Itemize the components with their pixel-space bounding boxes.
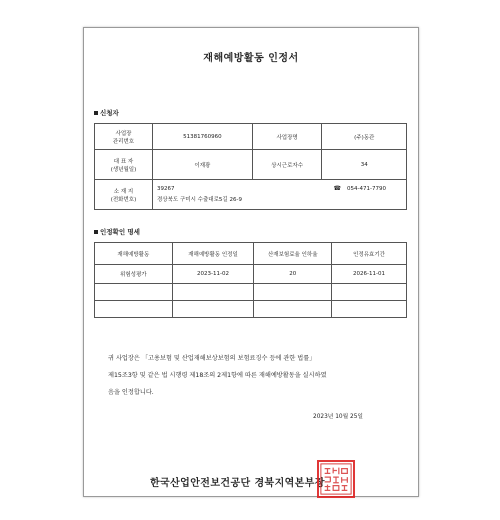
table-cell: 20 xyxy=(254,265,332,284)
document-title: 재해예방활동 인정서 xyxy=(203,53,299,64)
body-line: 제15조3항 및 같은 법 시행령 제18조의 2제1항에 따른 재해예방활동을 실시하였 xyxy=(108,372,327,379)
phone-value: 054-471-7790 xyxy=(347,186,386,192)
official-seal-icon xyxy=(317,460,355,498)
table-row xyxy=(95,301,407,318)
table-row xyxy=(95,284,407,301)
section-applicant-heading: 신청자 xyxy=(94,108,119,117)
address-cell xyxy=(152,180,406,210)
table-cell xyxy=(95,284,173,301)
biz-name-value: (주)동관 xyxy=(322,124,407,150)
workers-label: 상시근로자수 xyxy=(252,150,322,180)
table-cell: 2026-11-01 xyxy=(332,265,407,284)
biz-name-label: 사업장명 xyxy=(252,124,322,150)
address-value: 경상북도 구미시 수출대로5길 26-9 xyxy=(156,197,242,203)
certificate-body xyxy=(108,350,404,401)
representative-label: 대 표 자 (생년월일) xyxy=(95,150,153,180)
cert-header-cell: 재해예방활동 xyxy=(95,243,173,265)
section-cert-heading: 인정확인 명세 xyxy=(94,227,140,236)
table-row xyxy=(95,265,407,284)
representative-value: 이재광 xyxy=(152,150,252,180)
postcode: 39267 xyxy=(156,186,175,192)
cert-header-cell: 산재보험료율 인하율 xyxy=(254,243,332,265)
phone-line xyxy=(334,185,386,192)
table-cell xyxy=(254,284,332,301)
cert-header-cell: 재해예방활동 인정일 xyxy=(172,243,254,265)
table-cell: 위험성평가 xyxy=(95,265,173,284)
cert-header-cell: 인정유효기간 xyxy=(332,243,407,265)
table-cell xyxy=(332,284,407,301)
issuer-name: 한국산업안전보건공단 경북지역본부장 xyxy=(150,478,325,489)
cert-table xyxy=(94,242,407,318)
workers-value: 34 xyxy=(322,150,407,180)
square-bullet-icon xyxy=(94,230,98,234)
table-cell xyxy=(332,301,407,318)
certificate-document xyxy=(83,27,419,497)
table-cell xyxy=(172,301,254,318)
biz-no-value: 51381760960 xyxy=(152,124,252,150)
phone-icon: ☎ xyxy=(333,185,342,192)
cert-header-row xyxy=(95,243,407,265)
table-cell: 2023-11-02 xyxy=(172,265,254,284)
body-line: 음을 인정합니다. xyxy=(108,389,154,396)
table-cell xyxy=(172,284,254,301)
square-bullet-icon xyxy=(94,111,98,115)
seal-graphic xyxy=(319,462,353,496)
body-line: 귀 사업장은 「고용보험 및 산업재해보상보험의 보험료징수 등에 관한 법률」 xyxy=(108,355,316,362)
address-label: 소 재 지 (전화번호) xyxy=(95,180,153,210)
issue-date: 2023년 10월 25일 xyxy=(313,414,363,420)
applicant-table xyxy=(94,123,407,210)
table-cell xyxy=(254,301,332,318)
biz-no-label: 사업장 관리번호 xyxy=(95,124,153,150)
table-cell xyxy=(95,301,173,318)
